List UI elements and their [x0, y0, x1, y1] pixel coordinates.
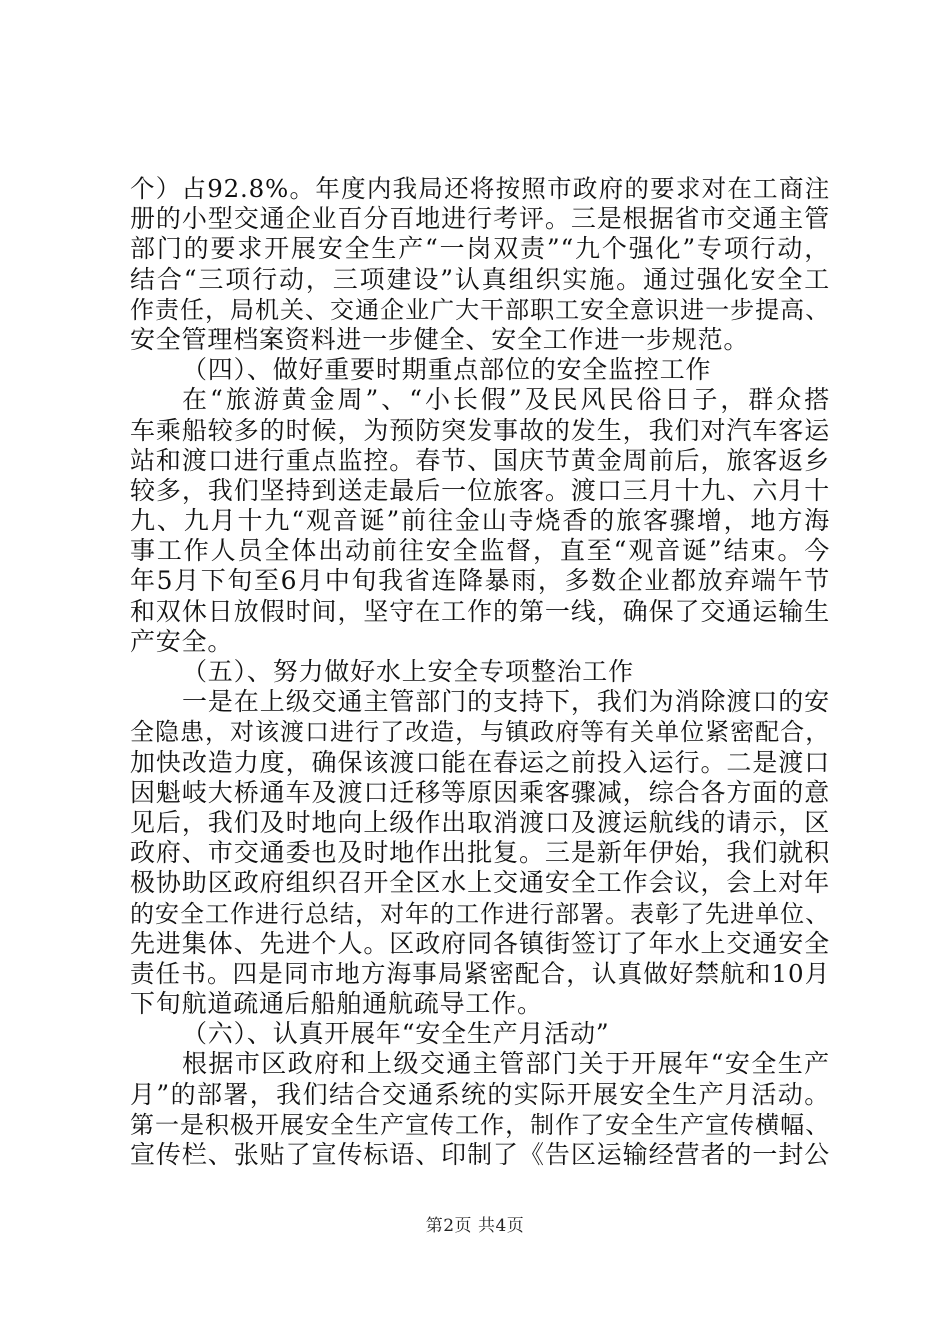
text-line: 在“旅游黄金周”、“小长假”及民风民俗日子，群众搭: [182, 385, 830, 415]
text-line: 第一是积极开展安全生产宣传工作，制作了安全生产宣传横幅、: [130, 1110, 830, 1139]
text-line: 责任书。四是同市地方海事局紧密配合，认真做好禁航和10月: [130, 958, 830, 988]
section-heading: （五）、努力做好水上安全专项整治工作: [182, 657, 634, 686]
text-line: 根据市区政府和上级交通主管部门关于开展年“安全生产: [182, 1049, 830, 1079]
text-line: 部门的要求开展安全生产“一岗双责”“九个强化”专项行动，: [130, 234, 830, 264]
text-line: 个）占92.8%。年度内我局还将按照市政府的要求对在工商注: [130, 174, 830, 203]
text-line: 下旬航道疏通后船舶通航疏导工作。: [130, 989, 543, 1019]
text-line: 九、九月十九“观音诞”前往金山寺烧香的旅客骤增，地方海: [130, 506, 830, 536]
text-line: 见后，我们及时地向上级作出取消渡口及渡运航线的请示，区: [130, 807, 830, 837]
text-line: 一是在上级交通主管部门的支持下，我们为消除渡口的安: [182, 687, 830, 717]
text-line: 作责任，局机关、交通企业广大干部职工安全意识进一步提高、: [130, 295, 830, 324]
text-line: 产安全。: [130, 626, 234, 656]
text-line: 极协助区政府组织召开全区水上交通安全工作会议，会上对年: [130, 868, 830, 898]
text-line: 宣传栏、张贴了宣传标语、印制了《告区运输经营者的一封公: [130, 1140, 830, 1169]
text-line: 因魁岐大桥通车及渡口迁移等原因乘客骤减，综合各方面的意: [130, 777, 830, 807]
text-line: 安全管理档案资料进一步健全、安全工作进一步规范。: [130, 324, 750, 354]
page-footer: 第2页 共4页: [425, 1216, 525, 1236]
section-heading: （六）、认真开展年“安全生产月活动”: [182, 1019, 610, 1049]
text-line: 全隐患，对该渡口进行了改造，与镇政府等有关单位紧密配合，: [130, 718, 830, 747]
text-line: 的安全工作进行总结，对年的工作进行部署。表彰了先进单位、: [130, 899, 830, 928]
text-line: 月”的部署，我们结合交通系统的实际开展安全生产月活动。: [130, 1079, 830, 1109]
section-heading: （四）、做好重要时期重点部位的安全监控工作: [182, 355, 712, 385]
text-line: 和双休日放假时间，坚守在工作的第一线，确保了交通运输生: [130, 596, 830, 626]
text-line: 结合“三项行动，三项建设”认真组织实施。通过强化安全工: [130, 264, 830, 294]
text-line: 车乘船较多的时候，为预防突发事故的发生，我们对汽车客运: [130, 415, 830, 445]
text-line: 先进集体、先进个人。区政府同各镇街签订了年水上交通安全: [130, 928, 830, 958]
text-line: 册的小型交通企业百分百地进行考评。三是根据省市交通主管: [130, 204, 830, 234]
document-body: [130, 174, 830, 1170]
text-line: 站和渡口进行重点监控。春节、国庆节黄金周前后，旅客返乡: [130, 445, 830, 475]
text-line: 较多，我们坚持到送走最后一位旅客。渡口三月十九、六月十: [130, 475, 830, 505]
text-line: 加快改造力度，确保该渡口能在春运之前投入运行。二是渡口: [130, 747, 830, 777]
text-line: 政府、市交通委也及时地作出批复。三是新年伊始，我们就积: [130, 838, 830, 868]
text-line: 事工作人员全体出动前往安全监督，直至“观音诞”结束。今: [130, 536, 830, 566]
text-line: 年5月下旬至6月中旬我省连降暴雨，多数企业都放弃端午节: [130, 566, 830, 596]
